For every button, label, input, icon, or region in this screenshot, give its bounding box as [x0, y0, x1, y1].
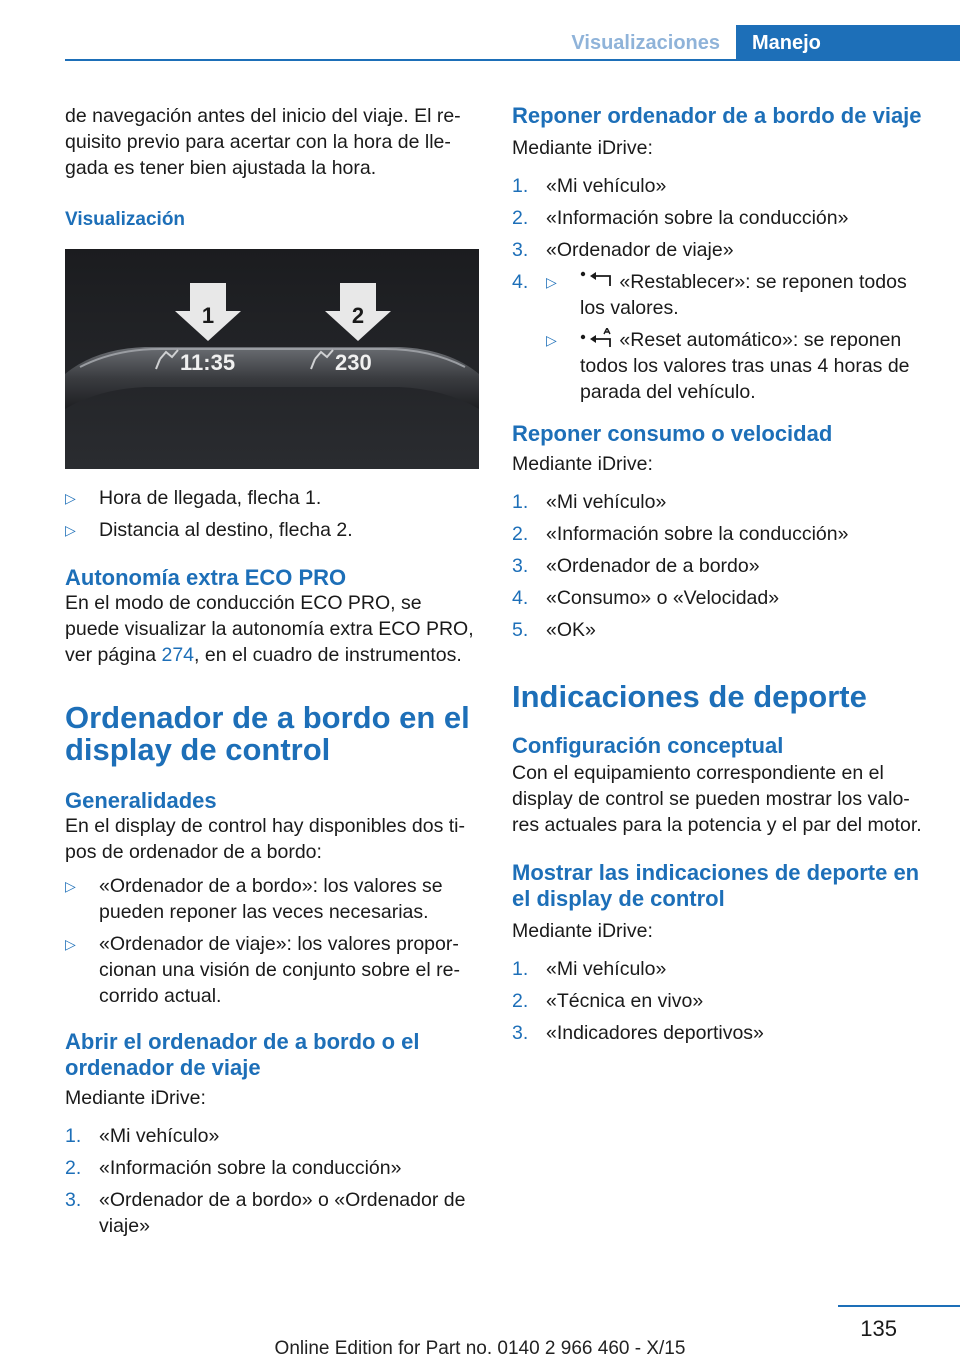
abrir-intro: Mediante iDrive: — [65, 1087, 206, 1109]
mostrar-steps — [512, 956, 926, 1046]
list-item: ▷ «Ordenador de a bordo»: los valores se pueden reponer las veces necesarias. — [65, 875, 443, 923]
reponer-heading: Reponer ordenador de a bordo de viaje — [512, 103, 922, 128]
config-paragraph: Con el equipamiento correspondiente en el display de control se pueden mostrar los valo-res actuales para la potencia y el par del motor. — [512, 762, 922, 836]
generalidades-heading: Generalidades — [65, 788, 217, 813]
tab-manejo[interactable]: Manejo — [736, 25, 960, 61]
list-item: ▷ «Restablecer»: se reponen todos los valores. — [546, 271, 907, 319]
list-item: 2. «Información sobre la conducción» — [65, 1157, 402, 1179]
page-274-link[interactable]: 274 — [161, 644, 195, 666]
list-item: 2. «Información sobre la conducción» — [512, 207, 849, 229]
section-heading-ordenador: Ordenador de a bordo en el display de control — [65, 700, 470, 767]
list-item: 1. «Mi vehículo» — [65, 1125, 220, 1147]
reset-icon — [580, 270, 614, 290]
list-item: 3. «Ordenador de a bordo» — [512, 555, 760, 577]
list-item: 1. «Mi vehículo» — [512, 175, 667, 197]
reponer-intro: Mediante iDrive: — [512, 137, 653, 159]
arrow-2-label: 2 — [351, 303, 365, 328]
consumo-steps — [512, 489, 926, 643]
list-item: ▷ «Ordenador de viaje»: los valores propor-cionan una visión de conjunto sobre el re-corrido actual. — [65, 933, 460, 1007]
generalidades-list — [65, 873, 479, 1009]
list-item: 2. «Información sobre la conducción» — [512, 523, 849, 545]
list-item: 3. «Ordenador de viaje» — [512, 239, 734, 261]
tab-visualizaciones[interactable]: Visualizaciones — [571, 32, 720, 54]
list-item: 3. «Ordenador de a bordo» o «Ordenador de viaje» — [65, 1189, 466, 1237]
abrir-heading: Abrir el ordenador de a bordo o el ordenador de viaje — [65, 1029, 420, 1080]
auto-reset-icon — [580, 328, 614, 348]
list-item: 5. «OK» — [512, 619, 596, 641]
list-item: ▷ «Reset automático»: se reponen todos los valores tras unas 4 horas de parada del vehículo. — [546, 329, 910, 403]
footer-rule — [838, 1305, 960, 1307]
list-item: 4. «Consumo» o «Velocidad» — [512, 587, 780, 609]
triangle-bullet-icon: ▷ — [546, 274, 557, 290]
arrival-time-readout: 11:35 — [180, 350, 236, 375]
eco-pro-heading: Autonomía extra ECO PRO — [65, 565, 347, 590]
list-item: ▷ Hora de llegada, flecha 1. — [65, 487, 322, 509]
triangle-bullet-icon: ▷ — [65, 936, 76, 952]
left-column — [65, 103, 479, 1245]
distance-readout: 230 — [335, 350, 372, 375]
arrow-1-label: 1 — [201, 303, 215, 328]
list-item: 1. «Mi vehículo» — [512, 491, 667, 513]
consumo-heading: Reponer consumo o velocidad — [512, 421, 833, 446]
instrument-display-illustration — [65, 249, 479, 469]
triangle-bullet-icon: ▷ — [546, 332, 557, 348]
consumo-intro: Mediante iDrive: — [512, 453, 653, 475]
triangle-bullet-icon: ▷ — [65, 878, 76, 894]
list-item: 1. «Mi vehículo» — [512, 958, 667, 980]
reponer-sub-list — [546, 269, 926, 405]
intro-paragraph: de navegación antes del inicio del viaje. El re-quisito previo para acertar con la hora de lle-gada es tener bien ajustada la hora. — [65, 105, 461, 179]
edition-footer: Online Edition for Part no. 0140 2 966 460 - X/15 — [274, 1338, 686, 1359]
list-item: 3. «Indicadores deportivos» — [512, 1022, 764, 1044]
abrir-steps — [65, 1123, 479, 1239]
page-header — [65, 25, 960, 61]
triangle-bullet-icon: ▷ — [65, 522, 76, 538]
page-number: 135 — [860, 1316, 897, 1341]
figure-legend-list — [65, 485, 479, 543]
mostrar-heading: Mostrar las indicaciones de deporte en el display de control — [512, 860, 920, 911]
eco-pro-paragraph: En el modo de conducción ECO PRO, se puede visualizar la autonomía extra ECO PRO, ver página 274, en el cuadro de instrumentos. — [65, 592, 474, 666]
generalidades-paragraph: En el display de control hay disponibles dos ti-pos de ordenador de a bordo: — [65, 815, 465, 863]
list-item: ▷ Distancia al destino, flecha 2. — [65, 519, 353, 541]
triangle-bullet-icon: ▷ — [65, 490, 76, 506]
reponer-steps — [512, 173, 926, 405]
mostrar-intro: Mediante iDrive: — [512, 920, 653, 942]
config-heading: Configuración conceptual — [512, 733, 784, 758]
list-item: 4. ▷ «Restablecer»: se reponen todos los valores. ▷ «Reset automático»: se reponen todos los valores tras unas 4 horas de parada del vehículo. — [512, 269, 926, 405]
instrument-display-figure — [65, 249, 479, 469]
list-item: 2. «Técnica en vivo» — [512, 990, 704, 1012]
section-heading-deporte: Indicaciones de deporte — [512, 679, 867, 714]
right-column — [512, 103, 926, 1052]
visualizacion-heading: Visualización — [65, 209, 186, 230]
